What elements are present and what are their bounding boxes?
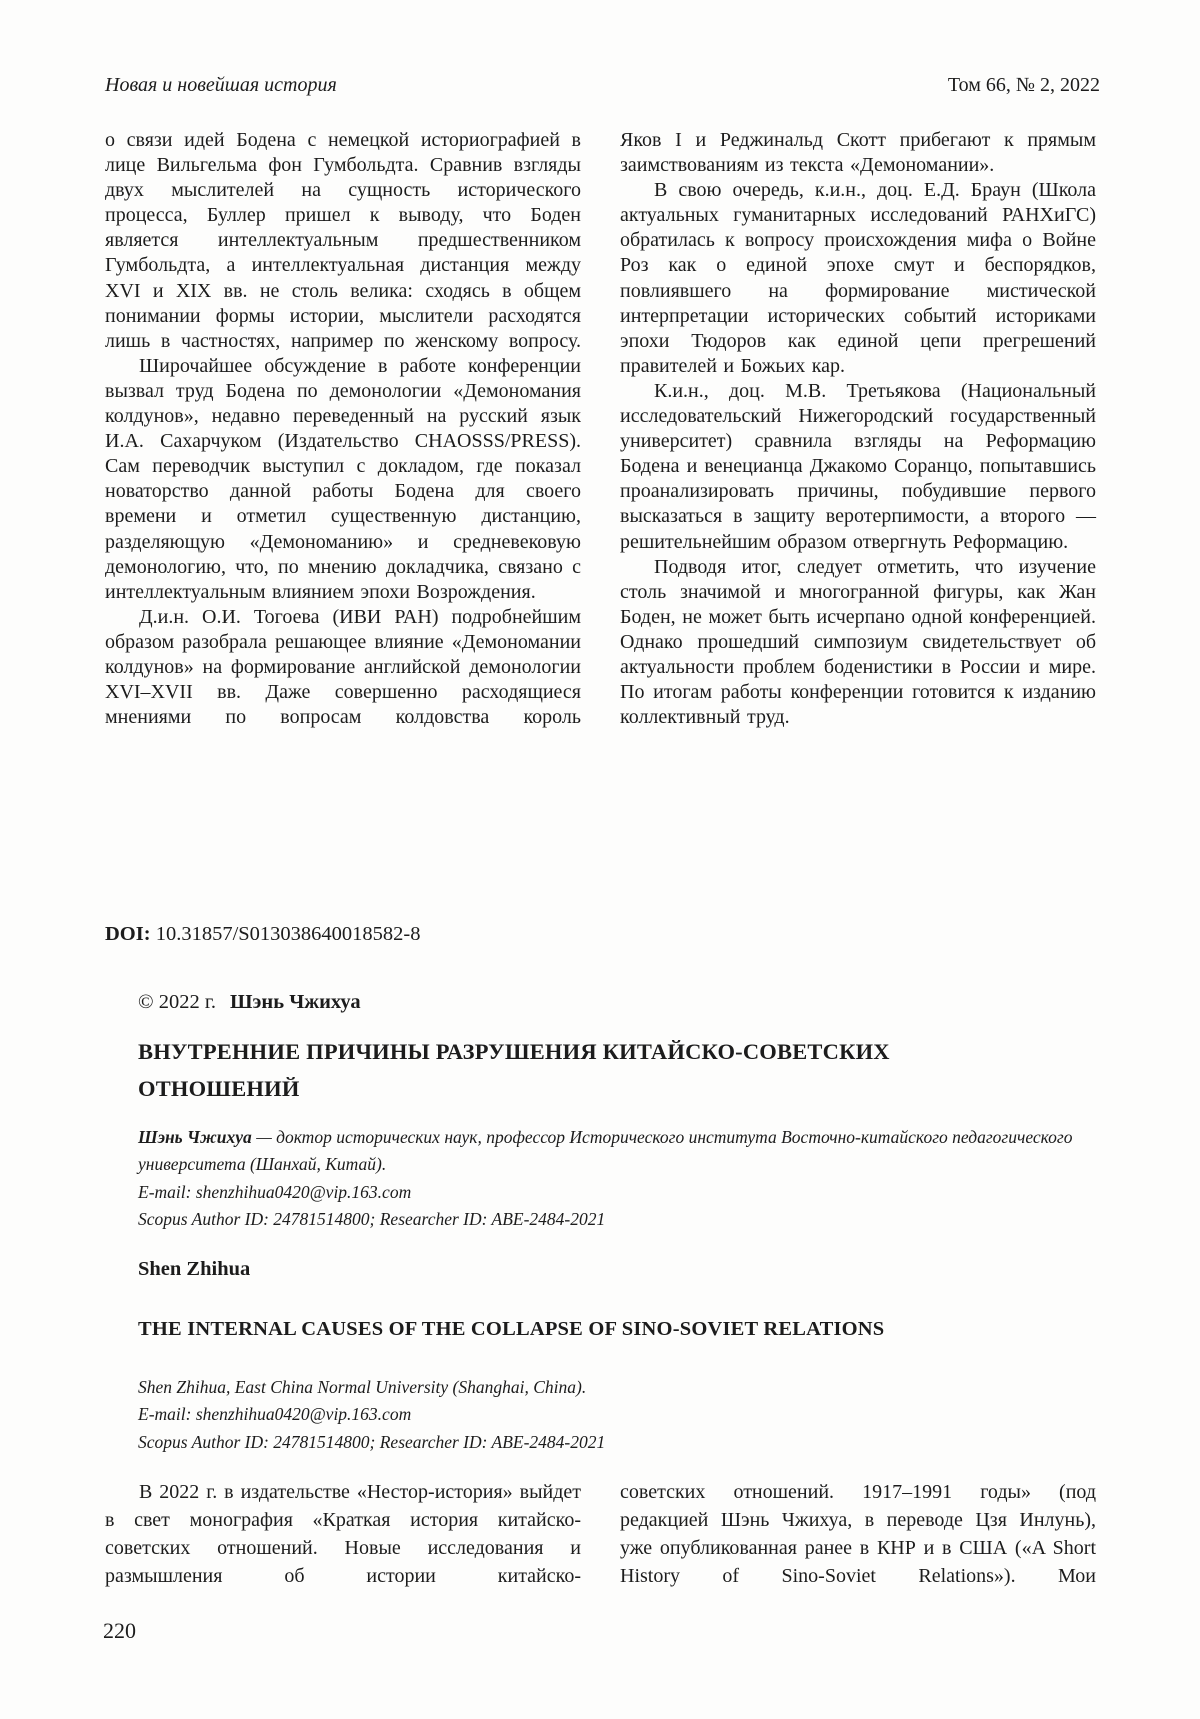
top-left-column bbox=[105, 128, 581, 730]
affiliation-ru bbox=[138, 1124, 1100, 1179]
top-right-column bbox=[620, 128, 1096, 730]
paragraph: о связи идей Бодена с немецкой историографией в лице Вильгельма фон Гумбольдта. Сравнив взгляды двух мыслителей на сущность исторического процесса, Буллер пришел к выводу, что Боден является интеллектуальным предшественником Гумбольдта, а интеллектуальная дистанция между XVI и XIX вв. не столь велика: сходясь в общем понимании формы истории, мыслители расходятся лишь в частностях, например по женскому вопросу. bbox=[105, 129, 581, 352]
running-head bbox=[105, 74, 1100, 97]
bottom-left-column bbox=[105, 1478, 581, 1590]
bottom-right-column bbox=[620, 1478, 1096, 1590]
doi-line bbox=[105, 923, 421, 946]
doi-label: DOI: bbox=[105, 923, 151, 945]
paragraph: Подводя итог, следует отметить, что изучение столь значимой и многогранной фигуры, как Жан Боден, не может быть исчерпано одной конференцией. Однако прошедший симпозиум свидетельствует об актуальности проблем боденистики в России и мире. По итогам работы конференции готовится к изданию коллективный труд. bbox=[620, 555, 1096, 729]
article-title-en: THE INTERNAL CAUSES OF THE COLLAPSE OF SINO-SOVIET RELATIONS bbox=[138, 1318, 885, 1340]
paragraph: В 2022 г. в издательстве «Нестор-история» выйдет в свет монография «Краткая история китайско-советских отношений. Новые исследования и размышления об истории китайско- bbox=[105, 1481, 581, 1587]
author-name-en: Shen Zhihua bbox=[138, 1258, 251, 1280]
email-en: E-mail: shenzhihua0420@vip.163.com bbox=[138, 1404, 412, 1425]
author-name-ru: Шэнь Чжихуа bbox=[230, 991, 361, 1013]
paragraph: Яков I и Реджинальд Скотт прибегают к прямым заимствованиям из текста «Демономании». bbox=[620, 129, 1096, 177]
top-text-columns bbox=[105, 128, 1096, 730]
journal-name: Новая и новейшая история bbox=[105, 74, 337, 96]
paragraph: Д.и.н. О.И. Тогоева (ИВИ РАН) подробнейшим образом разобрала решающее влияние «Демономании колдунов» на формирование английской демонологии XVI–XVII вв. Даже совершенно расходящиеся мнениями по вопросам колдовства король bbox=[105, 605, 581, 729]
email-ru: E-mail: shenzhihua0420@vip.163.com bbox=[138, 1181, 412, 1202]
affiliation-en: Shen Zhihua, East China Normal University (Shanghai, China). bbox=[138, 1377, 587, 1397]
affiliation-block-en bbox=[138, 1374, 1100, 1456]
affiliation-text-ru: — доктор исторических наук, профессор Исторического института Восточно-китайского педагогического университета (Шанхай, Китай). bbox=[138, 1127, 1073, 1175]
column-gutter bbox=[581, 1478, 620, 1590]
article-title-ru: ВНУТРЕННИЕ ПРИЧИНЫ РАЗРУШЕНИЯ КИТАЙСКО-СОВЕТСКИХ ОТНОШЕНИЙ bbox=[138, 1039, 890, 1101]
paragraph: советских отношений. 1917–1991 годы» (под редакцией Шэнь Чжихуа, в переводе Цзя Инлунь), уже опубликованная ранее в КНР и в США («A Short History of Sino-Soviet Relations»). Мои bbox=[620, 1481, 1096, 1587]
page-number: 220 bbox=[103, 1618, 136, 1643]
copyright-line bbox=[138, 991, 361, 1014]
copyright-year: © 2022 г. bbox=[138, 991, 217, 1013]
doi-value: 10.31857/S013038640018582-8 bbox=[155, 923, 421, 945]
affiliation-author-ru: Шэнь Чжихуа bbox=[138, 1127, 252, 1147]
bottom-text-columns bbox=[105, 1478, 1096, 1590]
issue-info: Том 66, № 2, 2022 bbox=[947, 74, 1100, 96]
author-ids-en: Scopus Author ID: 24781514800; Researcher ID: ABE-2484-2021 bbox=[138, 1431, 606, 1452]
author-ids-ru: Scopus Author ID: 24781514800; Researcher ID: ABE-2484-2021 bbox=[138, 1209, 606, 1230]
affiliation-block-ru bbox=[138, 1124, 1100, 1234]
paragraph: Широчайшее обсуждение в работе конференции вызвал труд Бодена по демонологии «Демономания колдунов», недавно переведенный на русский язык И.А. Сахарчуком (Издательство CHAOSSS/PRESS). Сам переводчик выступил с докладом, где показал новаторство данной работы Бодена для своего времени и отметил существенную дистанцию, разделяющую «Демономанию» и средневековую демонологию, что, по мнению докладчика, связано с интеллектуальным влиянием эпохи Возрождения. bbox=[105, 354, 581, 603]
column-gutter bbox=[581, 128, 620, 730]
paragraph: В свою очередь, к.и.н., доц. Е.Д. Браун (Школа актуальных гуманитарных исследований РАНХиГС) обратилась к вопросу происхождения мифа о Войне Роз как о единой эпохе смут и беспорядков, повлиявшего на формирование мистической интерпретации исторических событий историками эпохи Тюдоров как единой цепи прегрешений правителей и Божьих кар. bbox=[620, 179, 1096, 377]
paragraph: К.и.н., доц. М.В. Третьякова (Национальный исследовательский Нижегородский государственный университет) сравнила взгляды на Реформацию Бодена и венецианца Джакомо Соранцо, попытавшись проанализировать причины, побудившие первого высказаться в защиту веротерпимости, а второго — решительнейшим образом отвергнуть Реформацию. bbox=[620, 379, 1096, 553]
